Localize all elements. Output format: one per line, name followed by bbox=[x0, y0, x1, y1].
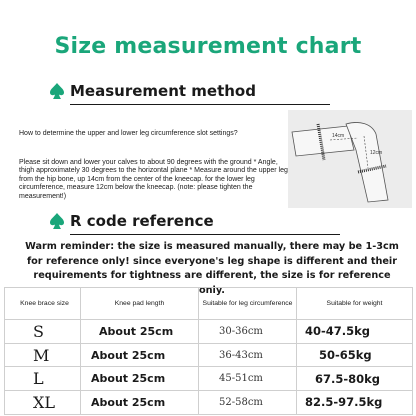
leg-cell: 36-43cm bbox=[199, 343, 297, 367]
header-leg-circumference: Suitable for leg circumference bbox=[199, 288, 297, 320]
spade-icon bbox=[50, 213, 64, 229]
heading-underline bbox=[70, 104, 330, 105]
size-cell: M bbox=[5, 343, 81, 367]
header-weight: Suitable for weight bbox=[297, 288, 413, 320]
header-knee-pad-length: Knee pad length bbox=[81, 288, 199, 320]
heading-underline bbox=[70, 234, 340, 235]
size-cell: L bbox=[5, 367, 81, 391]
spade-icon bbox=[50, 83, 64, 99]
leg-cell: 52-58cm bbox=[199, 391, 297, 415]
measurement-method-title: Measurement method bbox=[70, 82, 256, 100]
table-row bbox=[5, 391, 413, 415]
measurement-question: How to determine the upper and lower leg circumference slot settings? bbox=[19, 130, 238, 137]
length-cell: About 25cm bbox=[81, 391, 199, 415]
page-title: Size measurement chart bbox=[54, 34, 362, 59]
size-table bbox=[4, 287, 413, 415]
size-cell: S bbox=[5, 320, 81, 344]
measurement-instructions: Please sit down and lower your calves to about 90 degrees with the ground * Angle, thigh approximately 30 degrees to the horizontal plane * Measure around the upper leg from the hip bone, up 14cm from the center of the kneecap. for the lower leg circumference, measure 12cm below the kneecap. (note: please tighten the measurement!) bbox=[19, 159, 288, 200]
table-header-row bbox=[5, 288, 413, 320]
diagram-label-12cm: 12cm bbox=[370, 150, 383, 156]
table-row bbox=[5, 343, 413, 367]
weight-cell: 82.5-97.5kg bbox=[297, 391, 413, 415]
length-cell: About 25cm bbox=[81, 343, 199, 367]
weight-cell: 50-65kg bbox=[297, 343, 413, 367]
knee-measurement-diagram bbox=[288, 110, 412, 208]
weight-cell: 40-47.5kg bbox=[297, 320, 413, 344]
leg-cell: 45-51cm bbox=[199, 367, 297, 391]
table-row bbox=[5, 367, 413, 391]
diagram-label-14cm: 14cm bbox=[332, 133, 345, 139]
table-row bbox=[5, 320, 413, 344]
weight-cell: 67.5-80kg bbox=[297, 367, 413, 391]
r-code-reference-title: R code reference bbox=[70, 212, 214, 230]
measurement-method-heading bbox=[50, 80, 256, 102]
r-code-reference-heading bbox=[50, 210, 214, 232]
leg-cell: 30-36cm bbox=[199, 320, 297, 344]
warm-reminder: Warm reminder: the size is measured manually, there may be 1-3cm for reference only! since everyone's leg shape is different and their requirements for tightness are different, the size is for reference only. bbox=[25, 241, 399, 296]
header-knee-brace-size: Knee brace size bbox=[5, 288, 81, 320]
length-cell: About 25cm bbox=[81, 367, 199, 391]
length-cell: About 25cm bbox=[81, 320, 199, 344]
size-cell: XL bbox=[5, 391, 81, 415]
